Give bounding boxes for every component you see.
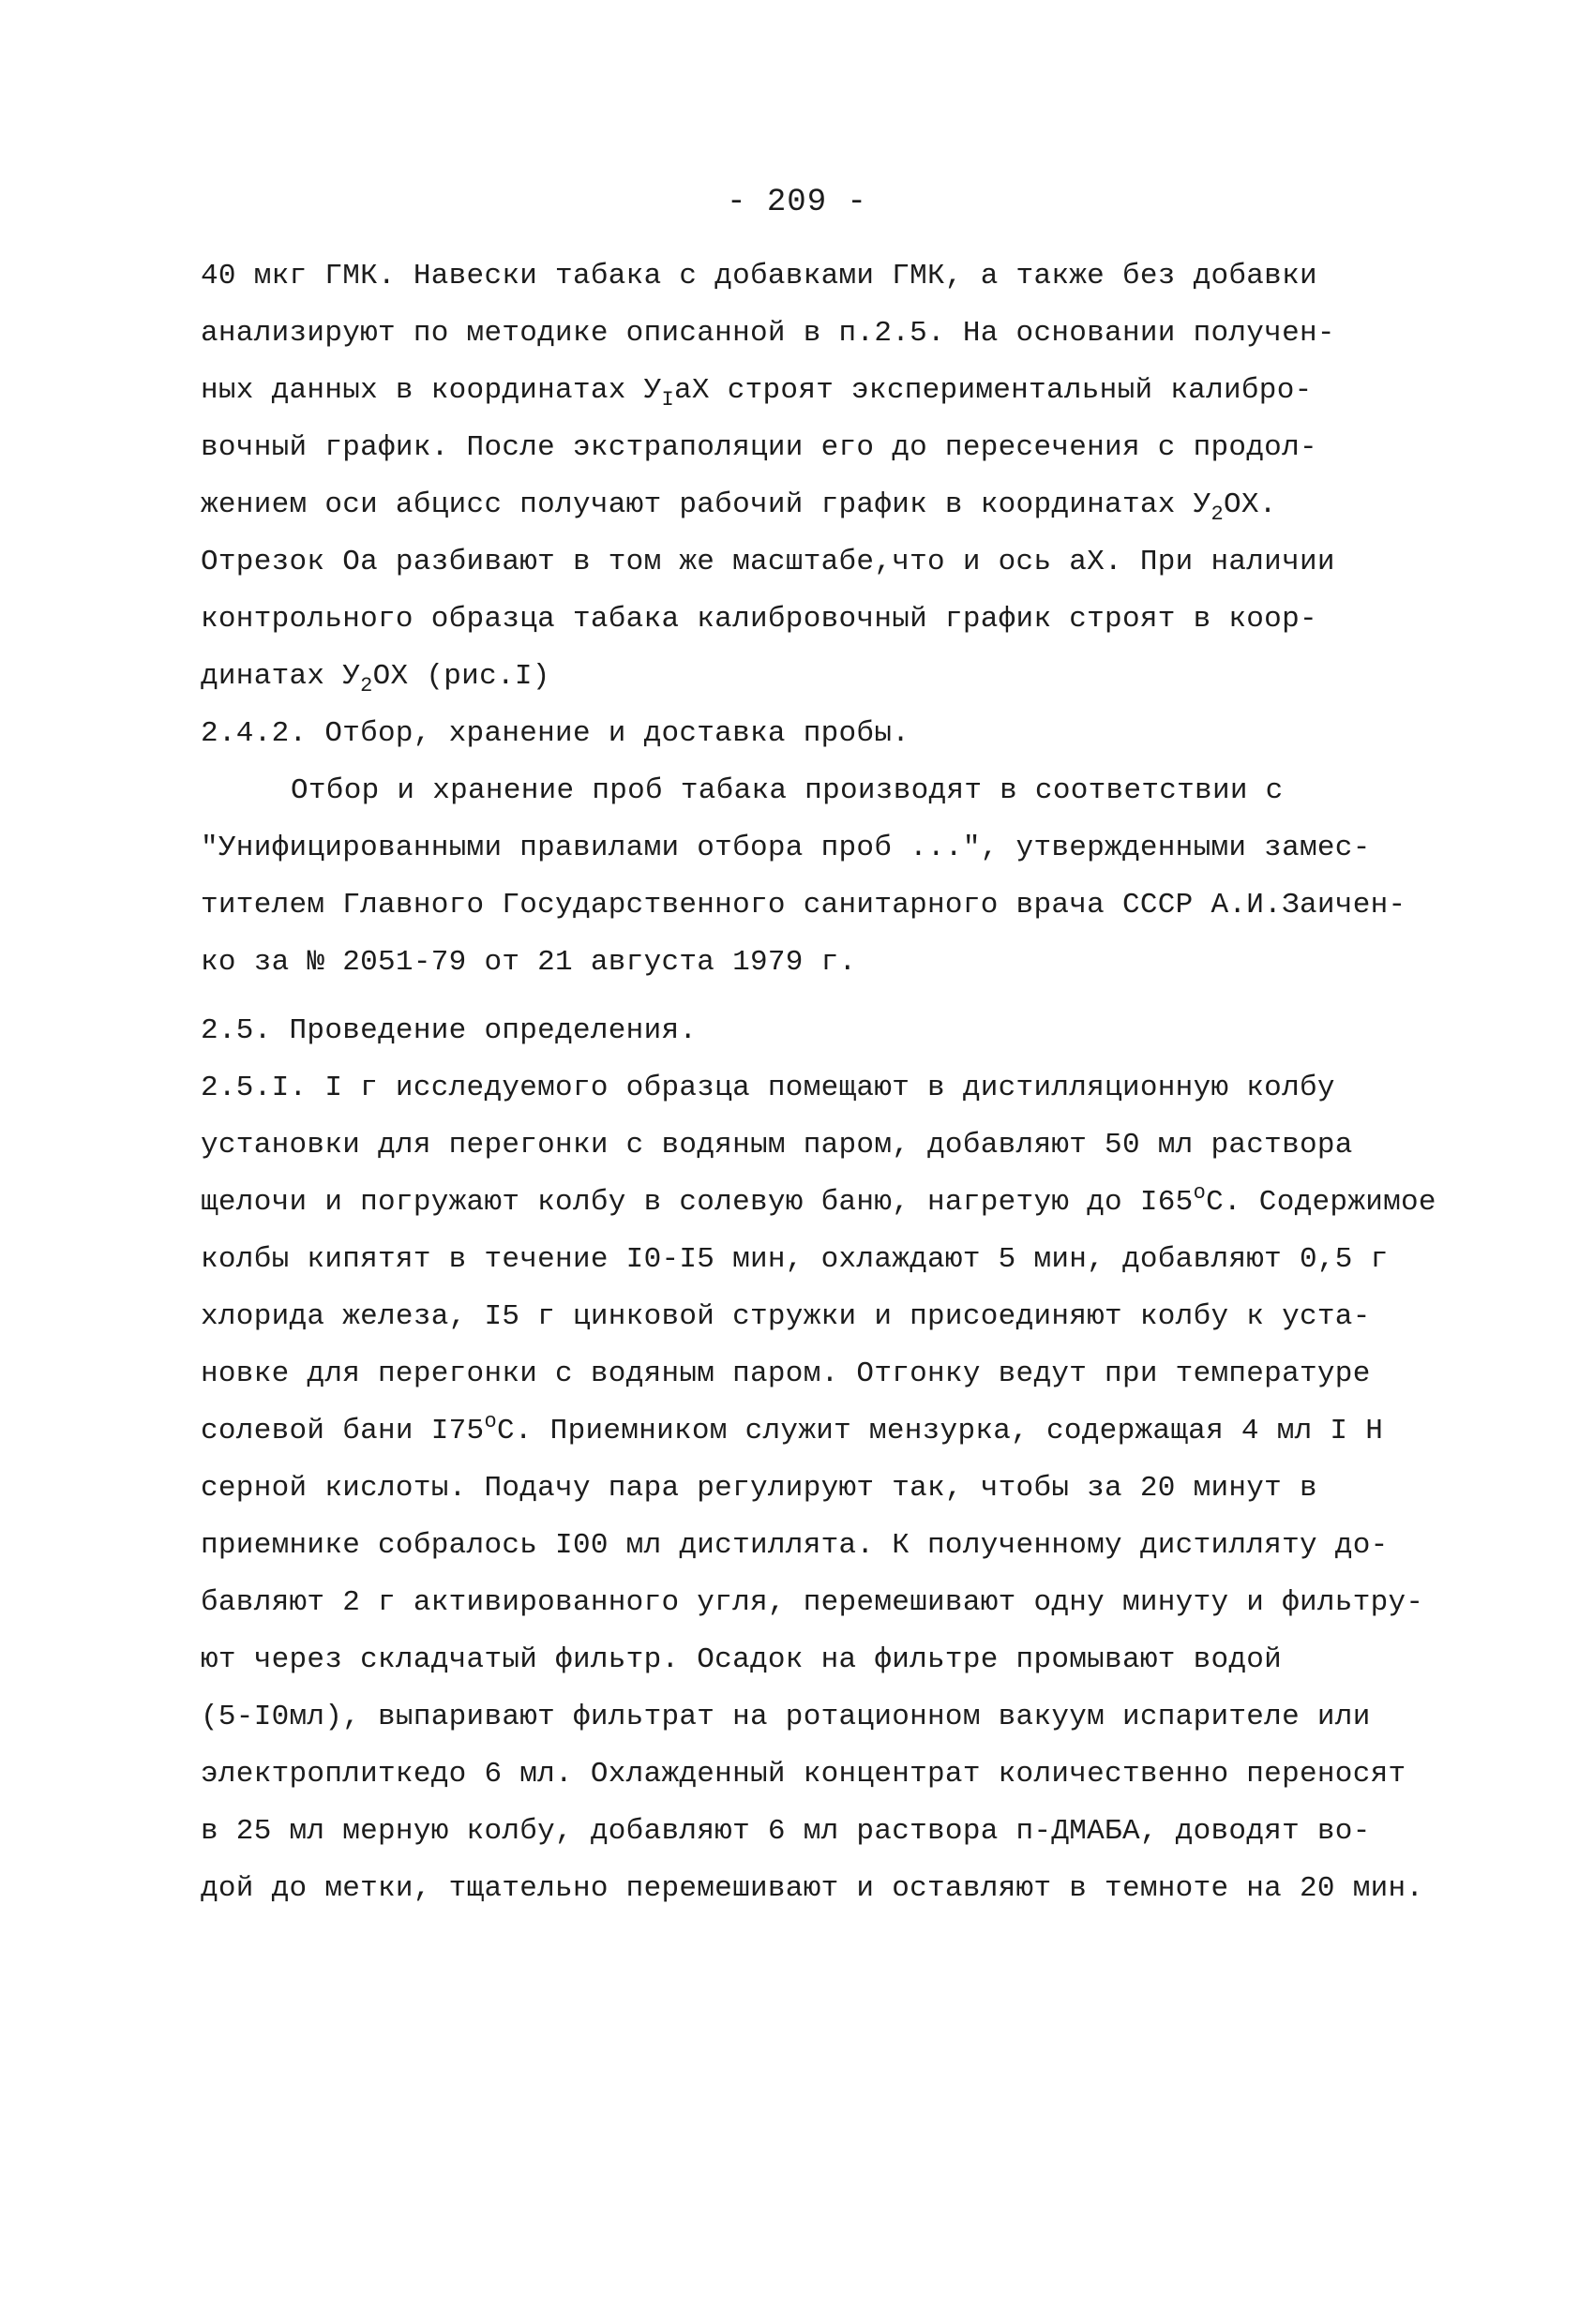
text-line: хлорида железа, I5 г цинковой стружки и присоединяют колбу к уста- [201, 1300, 1371, 1333]
text-line: серной кислоты. Подачу пара регулируют так, чтобы за 20 минут в [201, 1472, 1317, 1505]
section-heading: 2.5. Проведение определения. [201, 1014, 698, 1047]
text-line: Отрезок Оа разбивают в том же масштабе,что и ось аХ. При наличии [201, 546, 1335, 578]
text-line: ко за № 2051-79 от 21 августа 1979 г. [201, 946, 857, 979]
text-fragment: щелочи и погружают колбу в солевую баню, нагретую до I65 [201, 1186, 1194, 1219]
subscript: I [661, 388, 674, 412]
text-line [201, 476, 1457, 533]
page-number: - 209 - [727, 185, 867, 220]
text-line [201, 1402, 1457, 1460]
text-fragment: жением оси абцисс получают рабочий график в координатах У [201, 488, 1211, 521]
text-fragment: солевой бани I75 [201, 1415, 485, 1447]
text-line: (5-I0мл), выпаривают фильтрат на ротационном вакуум испарителе или [201, 1701, 1371, 1733]
text-line: установки для перегонки с водяным паром, добавляют 50 мл раствора [201, 1129, 1353, 1162]
text-line: дой до метки, тщательно перемешивают и оставляют в темноте на 20 мин. [201, 1872, 1424, 1905]
text-line: в 25 мл мерную колбу, добавляют 6 мл раствора п-ДМАБА, доводят во- [201, 1815, 1371, 1848]
text-line: тителем Главного Государственного санитарного врача СССР А.И.Заичен- [201, 889, 1406, 922]
superscript: o [484, 1410, 497, 1433]
superscript: o [1193, 1181, 1207, 1205]
subscript: 2 [1211, 502, 1224, 526]
text-fragment: ОХ. [1224, 488, 1277, 521]
text-line: Отбор и хранение проб табака производят в соответствии с [291, 774, 1284, 807]
text-fragment: динатах У [201, 660, 361, 693]
text-fragment: ных данных в координатах У [201, 374, 662, 407]
text-line: бавляют 2 г активированного угля, перемешивают одну минуту и фильтру- [201, 1586, 1424, 1619]
text-fragment: С. Приемником служит мензурка, содержащая 4 мл I Н [496, 1415, 1384, 1447]
text-line [201, 1174, 1457, 1231]
text-line: 40 мкг ГМК. Навески табака с добавками ГМК, а также без добавки [201, 260, 1317, 292]
text-line: колбы кипятят в течение I0-I5 мин, охлаждают 5 мин, добавляют 0,5 г [201, 1243, 1389, 1276]
text-line: ют через складчатый фильтр. Осадок на фильтре промывают водой [201, 1643, 1283, 1676]
paragraph-gap [201, 991, 1457, 1002]
text-fragment: С. Содержимое [1206, 1186, 1436, 1219]
text-line: 2.5.I. I г исследуемого образца помещают в дистилляционную колбу [201, 1072, 1335, 1104]
text-line [201, 362, 1457, 419]
subscript: 2 [360, 674, 373, 697]
text-line: "Унифицированными правилами отбора проб ...", утвержденными замес- [201, 832, 1371, 864]
text-line: приемнике собралось I00 мл дистиллята. К полученному дистилляту до- [201, 1529, 1389, 1562]
text-fragment: аХ строят экспериментальный калибро- [674, 374, 1313, 407]
text-fragment: ОХ (рис.I) [372, 660, 550, 693]
text-line: электроплиткедо 6 мл. Охлажденный концентрат количественно переносят [201, 1758, 1406, 1791]
paragraph-calibration [201, 247, 1457, 1917]
text-line: контрольного образца табака калибровочный график строят в коор- [201, 603, 1317, 636]
text-line [201, 648, 1457, 705]
text-line: новке для перегонки с водяным паром. Отгонку ведут при температуре [201, 1357, 1371, 1390]
section-heading: 2.4.2. Отбор, хранение и доставка пробы. [201, 717, 910, 750]
text-line: вочный график. После экстраполяции его до пересечения с продол- [201, 431, 1317, 464]
text-line: анализируют по методике описанной в п.2.5. На основании получен- [201, 317, 1335, 350]
